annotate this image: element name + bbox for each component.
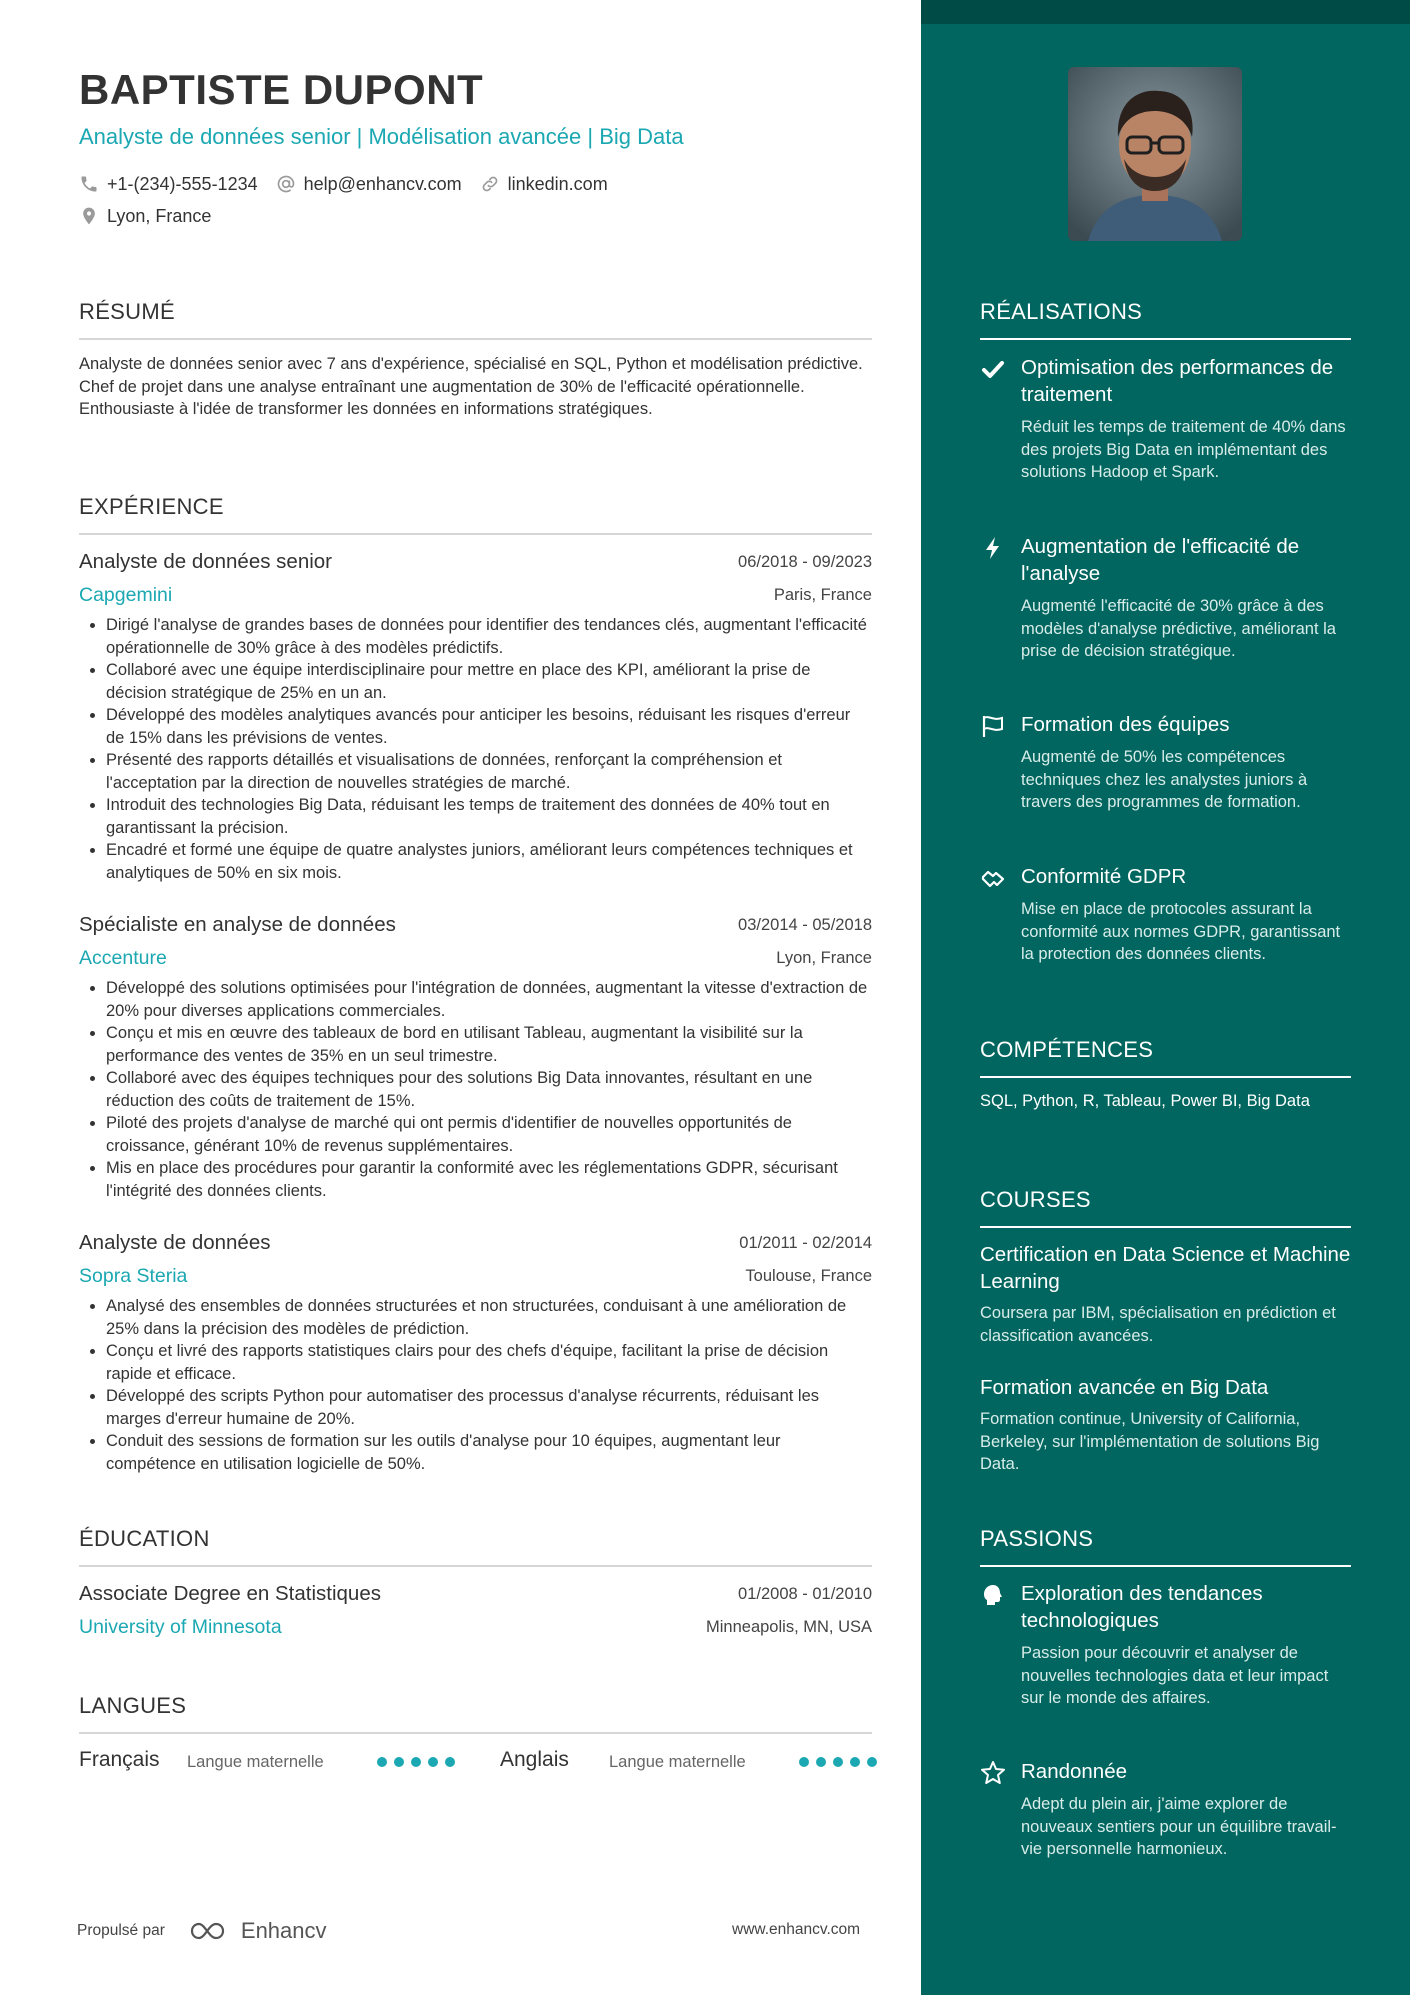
achievement-item [980,354,1351,484]
passion-title: Randonnée [1021,1760,1128,1783]
language-name: Anglais [500,1748,569,1771]
passion-item [980,1580,1351,1710]
bullet-item: • Collaboré avec des équipes techniques pour des solutions Big Data innovantes, résultant en une réduction des coûts de traitement de 15%. [106,1067,872,1112]
passion-item [980,1758,1351,1861]
education-heading: ÉDUCATION [79,1526,210,1551]
rating-dot [445,1757,455,1767]
achievement-title: Formation des équipes [1021,713,1230,736]
language-name: Français [79,1748,160,1771]
headline: Analyste de données senior | Modélisation avancée | Big Data [79,124,684,149]
achievement-item [980,863,1351,966]
rating-dot [394,1757,404,1767]
bullet-item: • Introduit des technologies Big Data, réduisant les temps de traitement des données de 40% tout en garantissant la précision. [106,794,872,839]
degree-title: Associate Degree en Statistiques [79,1582,381,1605]
bullet-item: • Conçu et mis en œuvre des tableaux de bord en utilisant Tableau, augmentant la visibilité sur la performance des ventes de 35% en un seul trimestre. [106,1022,872,1067]
profile-photo [1068,67,1242,241]
experience-divider [79,533,872,535]
powered-by-text: Propulsé par [77,1922,165,1939]
enhancv-logo[interactable] [187,1918,327,1944]
passion-desc: Passion pour découvrir et analyser de nouvelles technologies data et leur impact sur le monde des affaires. [1021,1644,1329,1707]
summary-heading: RÉSUMÉ [79,299,175,324]
company-name[interactable]: Sopra Steria [79,1265,188,1287]
skills-heading: COMPÉTENCES [980,1037,1154,1062]
passion-title: Exploration des tendances technologiques [1021,1582,1263,1632]
linkedin-contact[interactable] [480,174,608,195]
company-name[interactable]: Capgemini [79,584,173,606]
rating-dot [799,1757,809,1767]
enhancv-brand-text: Enhancv [240,1918,327,1943]
infinity-logo-icon [187,1919,233,1943]
rating-dot [377,1757,387,1767]
job-title: Analyste de données [79,1231,271,1254]
sidebar [921,0,1410,1995]
courses-divider [980,1226,1351,1228]
email-contact[interactable] [276,174,462,195]
linkedin-text: linkedin.com [507,173,608,194]
job-title: Spécialiste en analyse de données [79,913,396,936]
sidebar-top-band [921,0,1410,24]
education-dates: 01/2008 - 01/2010 [738,1585,872,1603]
course-desc: Formation continue, University of California, Berkeley, sur l'implémentation de solutions Big Data. [980,1410,1320,1473]
footer-url[interactable]: www.enhancv.com [732,1921,861,1938]
skills-divider [980,1076,1351,1078]
achievement-title: Augmentation de l'efficacité de l'analyse [1021,535,1300,585]
job-location: Toulouse, France [745,1267,872,1285]
location-text: Lyon, France [107,205,212,226]
rating-dot [867,1757,877,1767]
rating-dot [833,1757,843,1767]
achievement-desc: Augmenté de 50% les compétences techniques chez les analystes juniors à travers des programmes de formation. [1021,748,1308,811]
achievements-heading: RÉALISATIONS [980,299,1143,324]
checkmark-icon [980,356,1006,382]
language-level: Langue maternelle [609,1753,746,1771]
bullet-item: • Analysé des ensembles de données structurées et non structurées, conduisant à une amélioration de 25% dans la précision des modèles de prédiction. [106,1295,872,1340]
passions-heading: PASSIONS [980,1526,1094,1551]
course-item [980,1374,1351,1476]
bullet-item: • Dirigé l'analyse de grandes bases de données pour identifier des tendances clés, augmentant l'efficacité opérationnelle de 30% grâce à des modèles prédictifs. [106,614,872,659]
bullet-item: • Mis en place des procédures pour garantir la conformité avec les réglementations GDPR, sécurisant l'intégrité des données clients. [106,1157,872,1202]
language-rating [377,1757,462,1767]
candidate-name: BAPTISTE DUPONT [79,66,484,113]
achievements-divider [980,338,1351,340]
job-bullets [79,614,872,884]
courses-heading: COURSES [980,1187,1091,1212]
course-title: Certification en Data Science et Machine Learning [980,1243,1351,1293]
course-title: Formation avancée en Big Data [980,1376,1269,1399]
rating-dot [428,1757,438,1767]
school-location: Minneapolis, MN, USA [706,1618,872,1636]
languages-heading: LANGUES [79,1693,187,1718]
school-name[interactable]: University of Minnesota [79,1616,282,1638]
star-icon [980,1760,1006,1786]
bullet-item: • Développé des scripts Python pour automatiser des processus d'analyse récurrents, réduisant les marges d'erreur humaine de 20%. [106,1385,872,1430]
achievement-title: Optimisation des performances de traitement [1021,356,1334,406]
skills-list: SQL, Python, R, Tableau, Power BI, Big Data [980,1092,1310,1110]
course-desc: Coursera par IBM, spécialisation en prédiction et classification avancées. [980,1304,1336,1345]
job-bullets [79,1295,872,1475]
language-level: Langue maternelle [187,1753,324,1771]
profile-photo-image [1068,67,1242,241]
achievement-item [980,533,1351,663]
bullet-item: • Collaboré avec une équipe interdisciplinaire pour mettre en place des KPI, améliorant la prise de décision stratégique de 25% en un an. [106,659,872,704]
bullet-item: • Présenté des rapports détaillés et visualisations de données, renforçant la compréhension et l'acceptation par la direction de nouvelles stratégies de marché. [106,749,872,794]
experience-entry [79,1231,872,1475]
achievement-desc: Augmenté l'efficacité de 30% grâce à des modèles d'analyse prédictive, améliorant la prise de décision stratégique. [1021,597,1336,660]
link-icon [480,174,500,194]
job-location: Lyon, France [776,949,872,967]
bullet-item: • Développé des solutions optimisées pour l'intégration de données, augmentant la vitesse d'extraction de 20% pour diverses applications commerciales. [106,977,872,1022]
rating-dot [850,1757,860,1767]
phone-text: +1-(234)-555-1234 [107,173,258,194]
handshake-icon [980,865,1006,891]
experience-entry [79,913,872,1202]
experience-entry [79,550,872,884]
lightning-icon [980,535,1006,561]
course-item [980,1241,1351,1347]
job-dates: 06/2018 - 09/2023 [738,553,872,571]
education-entry [79,1582,872,1646]
rating-dot [816,1757,826,1767]
rating-dot [411,1757,421,1767]
languages-divider [79,1732,872,1734]
passions-divider [980,1565,1351,1567]
summary-divider [79,338,872,340]
location-contact [79,206,211,227]
job-dates: 03/2014 - 05/2018 [738,916,872,934]
bullet-item: • Piloté des projets d'analyse de marché qui ont permis d'identifier de nouvelles opportunités de croissance, générant 10% de revenus supplémentaires. [106,1112,872,1157]
job-location: Paris, France [773,586,872,604]
bullet-item: • Développé des modèles analytiques avancés pour anticiper les besoins, réduisant les risques d'erreur de 15% dans les prévisions de ventes. [106,704,872,749]
job-dates: 01/2011 - 02/2014 [739,1234,872,1252]
achievement-desc: Réduit les temps de traitement de 40% dans des projets Big Data en implémentant des solutions Hadoop et Spark. [1021,418,1346,481]
flag-icon [980,713,1006,739]
map-pin-icon [79,206,99,226]
passion-desc: Adept du plein air, j'aime explorer de nouveaux sentiers pour un équilibre travail-vie personnelle harmonieux. [1021,1795,1337,1858]
brain-icon [980,1582,1006,1608]
contact-info [79,170,879,234]
bullet-item: • Encadré et formé une équipe de quatre analystes juniors, améliorant leurs compétences techniques et analytiques de 50% en six mois. [106,839,872,884]
phone-icon [79,174,99,194]
at-sign-icon [276,174,296,194]
achievement-title: Conformité GDPR [1021,865,1187,888]
job-title: Analyste de données senior [79,550,333,573]
bullet-item: • Conduit des sessions de formation sur les outils d'analyse pour 10 équipes, augmentant leur compétence en utilisation logicielle de 50%. [106,1430,872,1475]
phone-contact[interactable] [79,174,258,195]
email-text: help@enhancv.com [303,173,462,194]
experience-heading: EXPÉRIENCE [79,494,224,519]
achievement-item [980,711,1351,814]
language-rating [799,1757,884,1767]
summary-text: Analyste de données senior avec 7 ans d'expérience, spécialisé en SQL, Python et modélisation prédictive. Chef de projet dans une analyse entraînant une augmentation de 30% de l'efficacité opérationnelle. Enthousiaste à l'idée de transformer les données en informations stratégiques. [79,355,863,418]
education-divider [79,1565,872,1567]
languages-row [79,1748,872,1778]
footer-branding [77,1918,327,1944]
bullet-item: • Conçu et livré des rapports statistiques clairs pour des chefs d'équipe, facilitant la prise de décision rapide et efficace. [106,1340,872,1385]
company-name[interactable]: Accenture [79,947,167,969]
job-bullets [79,977,872,1202]
achievement-desc: Mise en place de protocoles assurant la conformité aux normes GDPR, garantissant la protection des données clients. [1021,900,1341,963]
